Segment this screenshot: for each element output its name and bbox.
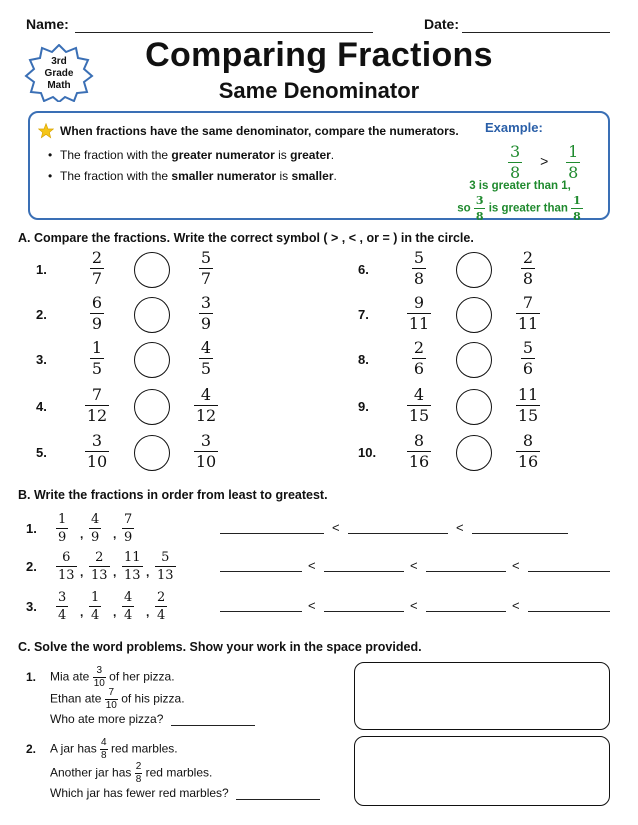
comma: , bbox=[113, 565, 117, 579]
fraction: $\frac{3}{10}$ bbox=[86, 431, 108, 471]
work-box-2[interactable] bbox=[354, 736, 610, 806]
fraction: $\frac{5}{7}$ bbox=[200, 248, 212, 288]
fraction: $\frac{4}{4}$ bbox=[124, 590, 133, 623]
example-left-fraction: $\frac{3}{8}$ bbox=[510, 142, 521, 182]
comma: , bbox=[146, 605, 150, 619]
compare-item bbox=[36, 387, 276, 427]
compare-item bbox=[36, 340, 276, 380]
answer-blank[interactable] bbox=[528, 571, 610, 572]
less-than-symbol: < bbox=[332, 520, 340, 535]
item-number: 3. bbox=[36, 352, 47, 367]
fraction: $\frac{5}{8}$ bbox=[413, 248, 425, 288]
answer-line[interactable] bbox=[171, 714, 255, 726]
item-number: 4. bbox=[36, 399, 47, 414]
compare-item bbox=[36, 250, 276, 290]
answer-blank[interactable] bbox=[472, 533, 568, 534]
fraction: $\frac{3}{10}$ bbox=[195, 431, 217, 471]
less-than-symbol: < bbox=[512, 598, 520, 613]
answer-blank[interactable] bbox=[220, 611, 302, 612]
example-symbol: > bbox=[540, 153, 549, 170]
answer-circle[interactable] bbox=[456, 297, 492, 333]
item-number: 9. bbox=[358, 399, 369, 414]
comma: , bbox=[80, 605, 84, 619]
section-b-heading: B. Write the fractions in order from least to greatest. bbox=[18, 488, 328, 502]
fraction: $\frac{7}{12}$ bbox=[86, 385, 108, 425]
answer-circle[interactable] bbox=[134, 389, 170, 425]
example-note-1: 3 is greater than 1, bbox=[469, 180, 571, 192]
page-title: Comparing Fractions bbox=[145, 36, 493, 74]
item-number: 6. bbox=[358, 262, 369, 277]
answer-circle[interactable] bbox=[456, 342, 492, 378]
fraction: $\frac{5}{6}$ bbox=[522, 338, 534, 378]
answer-blank[interactable] bbox=[348, 533, 448, 534]
item-number: 5. bbox=[36, 445, 47, 460]
compare-item bbox=[36, 295, 276, 335]
compare-item bbox=[358, 433, 598, 473]
rule-box bbox=[28, 111, 610, 223]
fraction: $\frac{11}{15}$ bbox=[517, 385, 539, 425]
answer-blank[interactable] bbox=[220, 533, 324, 534]
date-field[interactable] bbox=[462, 16, 612, 34]
order-item bbox=[26, 513, 616, 543]
item-number: 8. bbox=[358, 352, 369, 367]
fraction: $\frac{8}{16}$ bbox=[408, 431, 430, 471]
answer-circle[interactable] bbox=[456, 389, 492, 425]
answer-circle[interactable] bbox=[134, 297, 170, 333]
comma: , bbox=[113, 527, 117, 541]
compare-item bbox=[36, 433, 276, 473]
less-than-symbol: < bbox=[512, 558, 520, 573]
less-than-symbol: < bbox=[456, 520, 464, 535]
answer-circle[interactable] bbox=[456, 252, 492, 288]
fraction: $\frac{2}{8}$ bbox=[522, 248, 534, 288]
answer-line[interactable] bbox=[236, 788, 320, 800]
rule-bullet-smaller: • The fraction with the smaller numerator is smaller. bbox=[60, 169, 337, 183]
compare-item bbox=[358, 295, 598, 335]
fraction: $\frac{4}{5}$ bbox=[200, 338, 212, 378]
item-number: 3. bbox=[26, 599, 37, 614]
fraction: $\frac{1}{4}$ bbox=[91, 590, 100, 623]
fraction: $\frac{6}{13}$ bbox=[58, 550, 75, 583]
badge-line-2: Grade bbox=[44, 68, 74, 79]
answer-circle[interactable] bbox=[134, 252, 170, 288]
star-icon bbox=[38, 123, 54, 139]
item-number: 1. bbox=[26, 521, 37, 536]
example-right-fraction: $\frac{1}{8}$ bbox=[568, 142, 579, 182]
order-item bbox=[26, 551, 616, 581]
comma: , bbox=[146, 565, 150, 579]
compare-item bbox=[358, 387, 598, 427]
item-number: 2. bbox=[26, 559, 37, 574]
section-c-heading: C. Solve the word problems. Show your work in the space provided. bbox=[18, 640, 422, 654]
fraction: $\frac{9}{11}$ bbox=[408, 293, 430, 333]
answer-circle[interactable] bbox=[456, 435, 492, 471]
fraction: $\frac{3}{9}$ bbox=[200, 293, 212, 333]
fraction: $\frac{5}{13}$ bbox=[157, 550, 174, 583]
item-number: 1. bbox=[36, 262, 47, 277]
fraction: $\frac{2}{7}$ bbox=[91, 248, 103, 288]
item-number: 2. bbox=[36, 307, 47, 322]
fraction: $\frac{4}{12}$ bbox=[195, 385, 217, 425]
date-label: Date: bbox=[424, 16, 460, 32]
fraction: $\frac{6}{9}$ bbox=[91, 293, 103, 333]
rule-bullet-greater: • The fraction with the greater numerator is greater. bbox=[60, 148, 334, 162]
badge-line-1: 3rd bbox=[51, 56, 67, 67]
order-item bbox=[26, 591, 616, 621]
fraction: $\frac{3}{4}$ bbox=[58, 590, 67, 623]
fraction: $\frac{8}{16}$ bbox=[517, 431, 539, 471]
less-than-symbol: < bbox=[410, 598, 418, 613]
fraction: $\frac{7}{9}$ bbox=[124, 512, 133, 545]
example-title: Example: bbox=[485, 120, 543, 135]
name-label: Name: bbox=[26, 16, 69, 32]
compare-item bbox=[358, 250, 598, 290]
fraction: $\frac{4}{15}$ bbox=[408, 385, 430, 425]
item-number: 7. bbox=[358, 307, 369, 322]
fraction: $\frac{2}{4}$ bbox=[157, 590, 166, 623]
answer-blank[interactable] bbox=[528, 611, 610, 612]
answer-blank[interactable] bbox=[324, 611, 404, 612]
comma: , bbox=[80, 527, 84, 541]
fraction: $\frac{2}{6}$ bbox=[413, 338, 425, 378]
answer-blank[interactable] bbox=[324, 571, 404, 572]
fraction: $\frac{7}{11}$ bbox=[517, 293, 539, 333]
name-field[interactable] bbox=[75, 16, 375, 34]
comma: , bbox=[113, 605, 117, 619]
answer-circle[interactable] bbox=[134, 435, 170, 471]
compare-item bbox=[358, 340, 598, 380]
answer-blank[interactable] bbox=[220, 571, 302, 572]
example-comparison bbox=[508, 144, 580, 181]
page-subtitle: Same Denominator bbox=[218, 78, 420, 103]
answer-circle[interactable] bbox=[134, 342, 170, 378]
fraction: $\frac{4}{9}$ bbox=[91, 512, 100, 545]
work-box-1[interactable] bbox=[354, 662, 610, 730]
rule-main-text: When fractions have the same denominator, compare the numerators. bbox=[60, 124, 459, 138]
example-note-2: so $\frac{3}{8}$ is greater than $\frac{1}{8}$ bbox=[457, 194, 581, 223]
less-than-symbol: < bbox=[410, 558, 418, 573]
fraction: $\frac{11}{13}$ bbox=[124, 550, 141, 583]
fraction: $\frac{1}{9}$ bbox=[58, 512, 67, 545]
less-than-symbol: < bbox=[308, 558, 316, 573]
answer-blank[interactable] bbox=[426, 571, 506, 572]
fraction: $\frac{2}{13}$ bbox=[91, 550, 108, 583]
item-number: 10. bbox=[358, 445, 377, 460]
section-a-heading: A. Compare the fractions. Write the correct symbol ( > , < , or = ) in the circle. bbox=[18, 231, 474, 245]
fraction: $\frac{1}{5}$ bbox=[91, 338, 103, 378]
less-than-symbol: < bbox=[308, 598, 316, 613]
answer-blank[interactable] bbox=[426, 611, 506, 612]
comma: , bbox=[80, 565, 84, 579]
badge-line-3: Math bbox=[47, 80, 71, 91]
